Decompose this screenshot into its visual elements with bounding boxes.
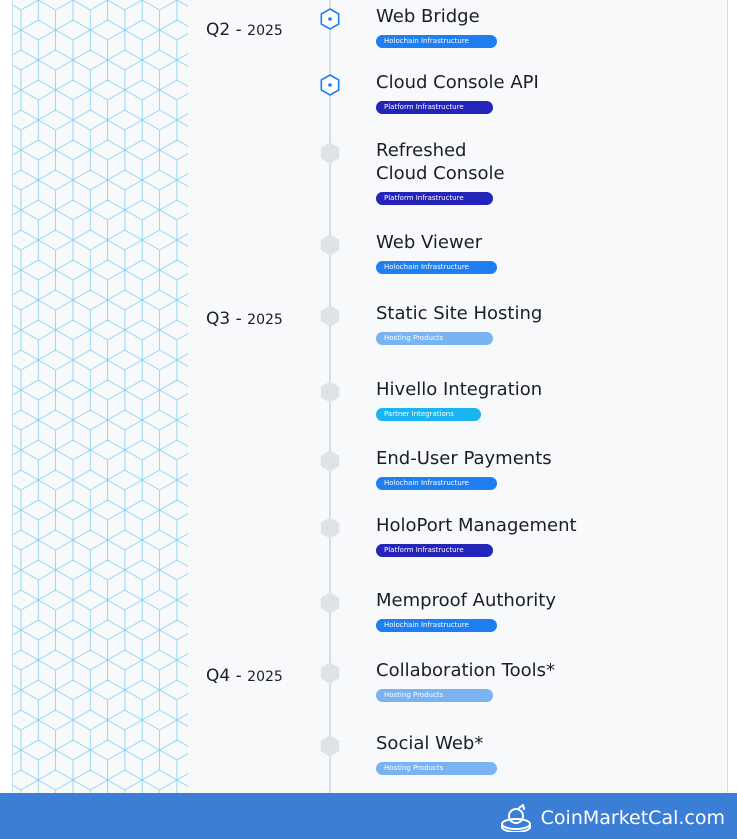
category-badge: Hosting Products xyxy=(376,689,493,702)
milestone-node-icon xyxy=(318,380,342,404)
item-title: Social Web* xyxy=(376,733,484,754)
item-title: Web Viewer xyxy=(376,232,483,253)
milestone-node-icon xyxy=(318,516,342,540)
quarter-label-q3: Q3 - 2025 xyxy=(206,309,283,329)
item-title: Hivello Integration xyxy=(376,379,543,400)
item-title: HoloPort Management xyxy=(376,515,577,536)
category-badge: Holochain Infrastructure xyxy=(376,35,497,48)
roadmap-item-static-site-hosting xyxy=(376,302,542,345)
milestone-node-icon xyxy=(318,7,342,31)
category-badge: Platform Infrastructure xyxy=(376,544,493,557)
quarter-label-q4: Q4 - 2025 xyxy=(206,666,283,686)
roadmap-panel xyxy=(12,0,728,793)
cube-pattern-lines xyxy=(13,0,188,793)
coinmarketcal-logo[interactable] xyxy=(499,804,725,832)
milestone-node-icon xyxy=(318,591,342,615)
milestone-node-icon xyxy=(318,734,342,758)
milestone-node-icon xyxy=(318,73,342,97)
category-badge: Platform Infrastructure xyxy=(376,101,493,114)
milestone-node-icon xyxy=(318,141,342,165)
item-title: End-User Payments xyxy=(376,448,552,469)
brand-name: CoinMarketCal.com xyxy=(540,807,725,829)
category-badge: Holochain Infrastructure xyxy=(376,477,497,490)
item-title: Collaboration Tools* xyxy=(376,660,556,681)
roadmap-item-collaboration-tools xyxy=(376,659,555,702)
roadmap-item-web-bridge xyxy=(376,5,497,48)
category-badge: Partner Integrations xyxy=(376,408,481,421)
item-title: Refreshed Cloud Console xyxy=(376,140,505,184)
category-badge: Holochain Infrastructure xyxy=(376,261,497,274)
roadmap-item-social-web xyxy=(376,732,497,775)
milestone-node-icon xyxy=(318,233,342,257)
coin-stack-icon xyxy=(499,804,533,832)
category-badge: Hosting Products xyxy=(376,332,493,345)
category-badge: Hosting Products xyxy=(376,762,497,775)
roadmap-item-memproof-authority xyxy=(376,589,556,632)
roadmap-item-cloud-console-api xyxy=(376,71,539,114)
item-title: Cloud Console API xyxy=(376,72,539,93)
roadmap-item-holoport-management xyxy=(376,514,577,557)
milestone-node-icon xyxy=(318,449,342,473)
hexagon-cube-pattern xyxy=(13,0,188,793)
roadmap-item-web-viewer xyxy=(376,231,497,274)
category-badge: Platform Infrastructure xyxy=(376,192,493,205)
item-title: Memproof Authority xyxy=(376,590,556,611)
roadmap-item-refreshed-cloud-console xyxy=(376,139,505,205)
roadmap-item-hivello-integration xyxy=(376,378,542,421)
footer-bar xyxy=(0,793,737,839)
item-title: Static Site Hosting xyxy=(376,303,543,324)
category-badge: Holochain Infrastructure xyxy=(376,619,497,632)
milestone-node-icon xyxy=(318,661,342,685)
item-title: Web Bridge xyxy=(376,6,480,27)
roadmap-item-end-user-payments xyxy=(376,447,552,490)
quarter-label-q2: Q2 - 2025 xyxy=(206,20,283,40)
milestone-node-icon xyxy=(318,304,342,328)
